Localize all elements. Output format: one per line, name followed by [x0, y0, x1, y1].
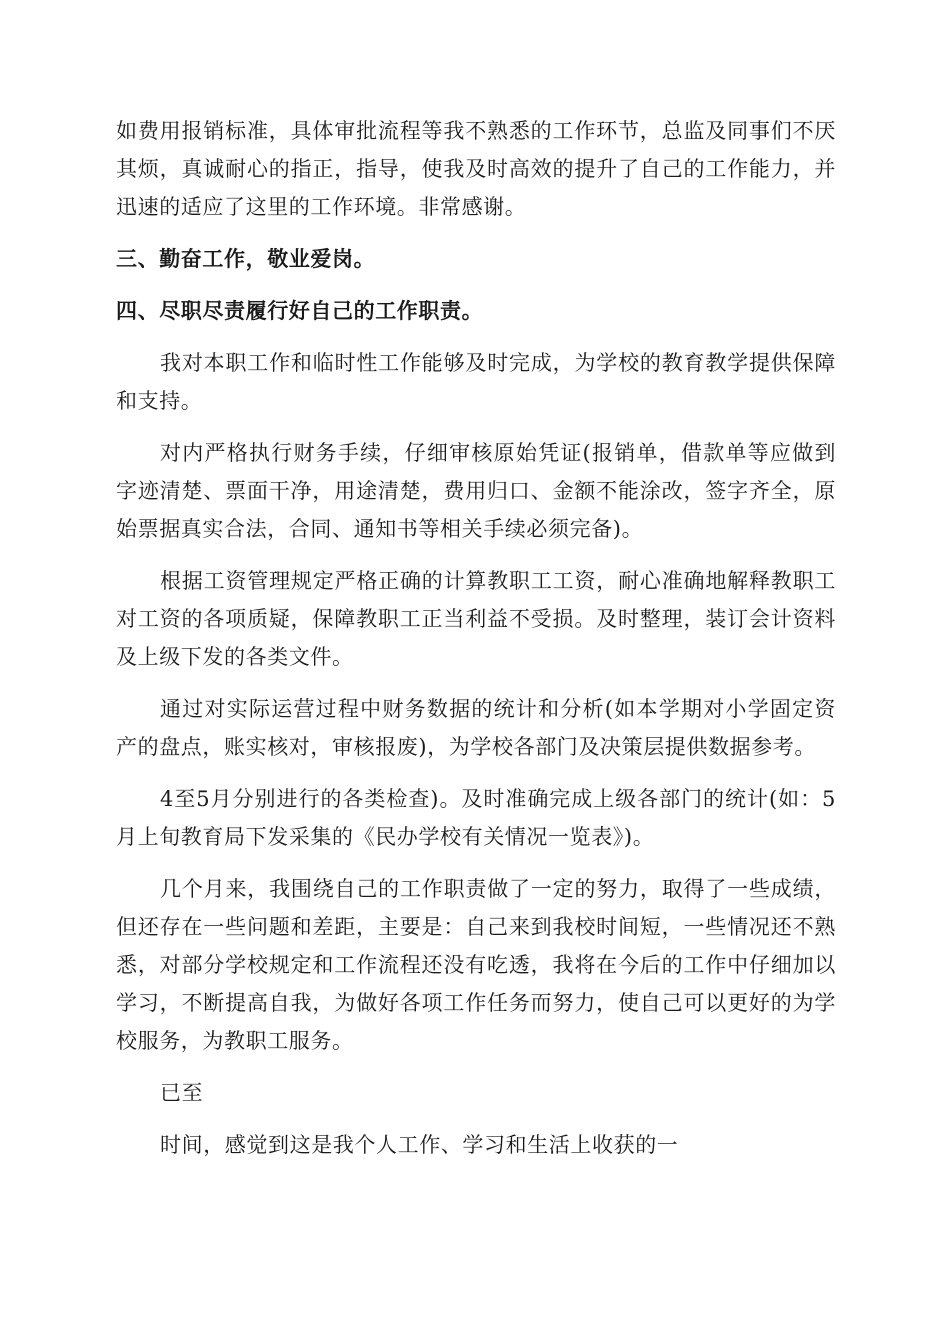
section-heading-4: 四、尽职尽责履行好自己的工作职责。 [116, 299, 484, 323]
paragraph-5: 通过对实际运营过程中财务数据的统计和分析(如本学期对小学固定资产的盘点，账实核对，审核报废)，为学校各部门及决策层提供数据参考。 [116, 697, 836, 759]
paragraph-4: 根据工资管理规定严格正确的计算教职工工资，耐心准确地解释教职工对工资的各项质疑，保障教职工正当利益不受损。及时整理，装订会计资料及上级下发的各类文件。 [116, 569, 836, 669]
paragraph-1: 如费用报销标准，具体审批流程等我不熟悉的工作环节，总监及同事们不厌其烦，真诚耐心的指正，指导，使我及时高效的提升了自己的工作能力，并迅速的适应了这里的工作环境。非常感谢。 [116, 119, 836, 219]
paragraph-2: 我对本职工作和临时性工作能够及时完成，为学校的教育教学提供保障和支持。 [116, 351, 836, 413]
document-body [116, 112, 836, 1178]
paragraph-6: 4至5月分别进行的各类检查)。及时准确完成上级各部门的统计(如：5月上旬教育局下发采集的《民办学校有关情况一览表》)。 [116, 787, 836, 849]
paragraph-3: 对内严格执行财务手续，仔细审核原始凭证(报销单，借款单等应做到字迹清楚、票面干净，用途清楚，费用归口、金额不能涂改，签字齐全，原始票据真实合法，合同、通知书等相关手续必须完备)。 [116, 441, 836, 541]
paragraph-7: 几个月来，我围绕自己的工作职责做了一定的努力，取得了一些成绩，但还存在一些问题和差距，主要是：自己来到我校时间短，一些情况还不熟悉，对部分学校规定和工作流程还没有吃透，我将在今后的工作中仔细加以学习，不断提高自我，为做好各项工作任务而努力，使自己可以更好的为学校服务，为教职工服务。 [116, 877, 836, 1053]
paragraph-9: 时间，感觉到这是我个人工作、学习和生活上收获的一 [160, 1133, 679, 1157]
section-heading-3: 三、勤奋工作，敬业爱岗。 [116, 247, 376, 271]
paragraph-8: 已至 [160, 1081, 204, 1105]
